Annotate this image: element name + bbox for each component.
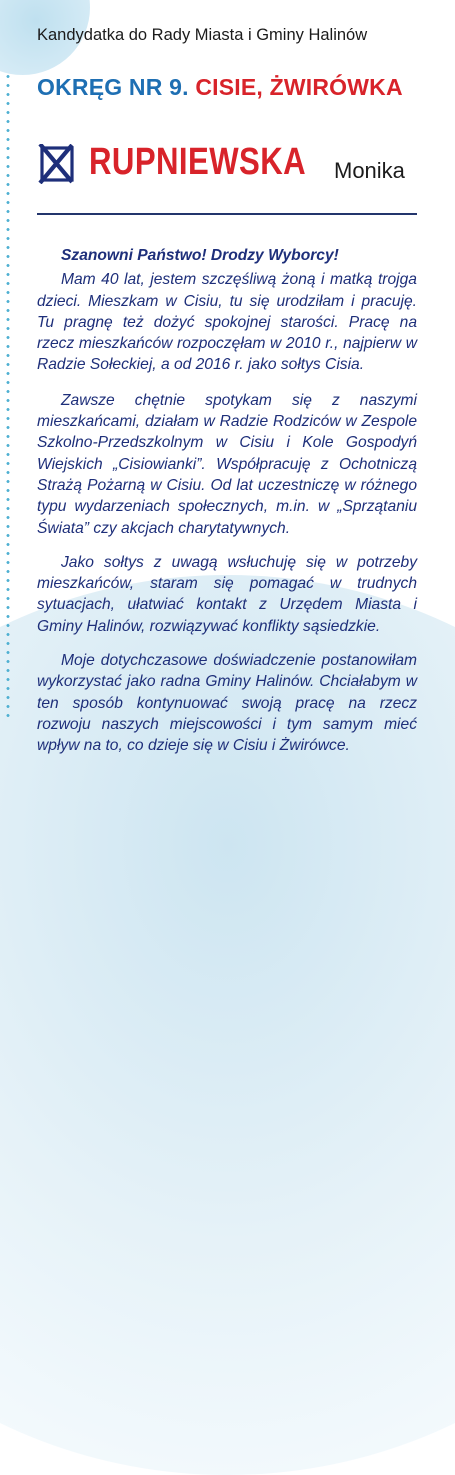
dotted-line-decoration — [6, 72, 10, 722]
letter-paragraph: Mam 40 lat, jestem szczęśliwą żoną i matką trojga dzieci. Mieszkam w Cisiu, tu się urodziłam i pracuję. Tu pragnę też dożyć spokojnej starości. Pracę na rzecz mieszkańców rozpoczęłam w 2010 r., najpierw w Radzie Sołeckiej, a od 2016 r. jako sołtys Cisia. — [37, 271, 417, 374]
divider — [37, 213, 417, 215]
candidate-first-name: Monika — [334, 158, 405, 183]
district-number: OKRĘG NR 9. — [37, 74, 189, 100]
letter-body — [37, 245, 417, 770]
letter-greeting: Szanowni Państwo! Drodzy Wyborcy! — [61, 247, 339, 264]
district-area: CISIE, ŻWIRÓWKA — [195, 74, 403, 100]
letter-paragraph: Zawsze chętnie spotykam się z naszymi mieszkańcami, działam w Radzie Rodziców w Zespole Szkolno-Przedszkolnym w Cisiu i Kole Gospodyń Wiejskich „Cisiowianki”. Współpracuję z Ochotniczą Strażą Pożarną w Cisiu. Od lat uczestniczę w różnego typu wydarzeniach społecznych, m.in. w „Sprzątaniu Świata” czy akcjach charytatywnych. — [37, 391, 417, 537]
candidate-surname: RUPNIEWSKA — [89, 141, 307, 183]
candidate-line: Kandydatka do Rady Miasta i Gminy Halinów — [37, 26, 368, 44]
letter-paragraph: Jako sołtys z uwagą wsłuchuję się w potrzeby mieszkańców, staram się pomagać w trudnych sytuacjach, ułatwiać kontakt z Urzędem Miasta i Gminy Halinów, rozwiązywać konflikty sąsiedzkie. — [37, 553, 417, 635]
candidate-name-row — [36, 140, 436, 190]
district-title — [37, 74, 437, 101]
ballot-x-checkbox-icon — [36, 144, 76, 184]
letter-paragraph: Moje dotychczasowe doświadczenie postanowiłam wykorzystać jako radna Gminy Halinów. Chciałabym w ten sposób kontynuować swoją pracę na rzecz rozwoju naszych miejscowości i tym samym mieć wpływ na to, co dzieje się w Cisiu i Żwirówce. — [37, 652, 417, 755]
